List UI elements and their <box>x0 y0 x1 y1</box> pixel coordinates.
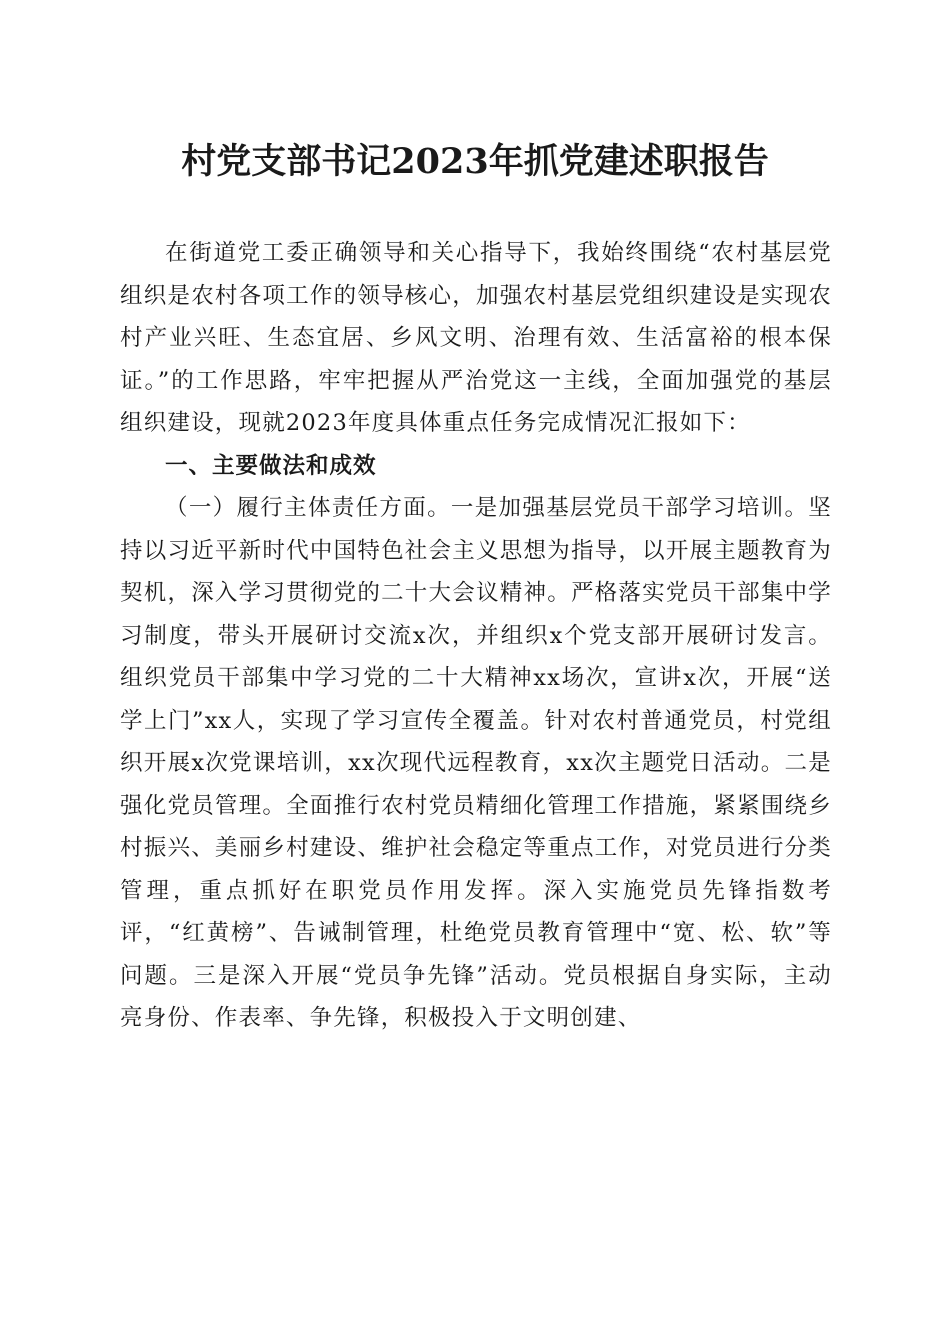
section-paragraph: （一）履行主体责任方面。一是加强基层党员干部学习培训。坚持以习近平新时代中国特色社会主义思想为指导，以开展主题教育为契机，深入学习贯彻党的二十大会议精神。严格落实党员干部集中学习制度，带头开展研讨交流x次，并组织x个党支部开展研讨发言。组织党员干部集中学习党的二十大精神xx场次，宣讲x次，开展“送学上门”xx人，实现了学习宣传全覆盖。针对农村普通党员，村党组织开展x次党课培训，xx次现代远程教育，xx次主题党日活动。二是强化党员管理。全面推行农村党员精细化管理工作措施，紧紧围绕乡村振兴、美丽乡村建设、维护社会稳定等重点工作，对党员进行分类管理，重点抓好在职党员作用发挥。深入实施党员先锋指数考评，“红黄榜”、告诫制管理，杜绝党员教育管理中“宽、松、软”等问题。三是深入开展“党员争先锋”活动。党员根据自身实际，主动亮身份、作表率、争先锋，积极投入于文明创建、 <box>120 495 832 1031</box>
document-body <box>120 232 832 1040</box>
section-heading: 一、主要做法和成效 <box>165 452 377 479</box>
document-title: 村党支部书记2023年抓党建述职报告 <box>181 141 769 182</box>
intro-paragraph: 在街道党工委正确领导和关心指导下，我始终围绕“农村基层党组织是农村各项工作的领导核心，加强农村基层党组织建设是实现农村产业兴旺、生态宜居、乡风文明、治理有效、生活富裕的根本保证。”的工作思路，牢牢把握从严治党这一主线，全面加强党的基层组织建设，现就2023年度具体重点任务完成情况汇报如下： <box>120 240 832 436</box>
